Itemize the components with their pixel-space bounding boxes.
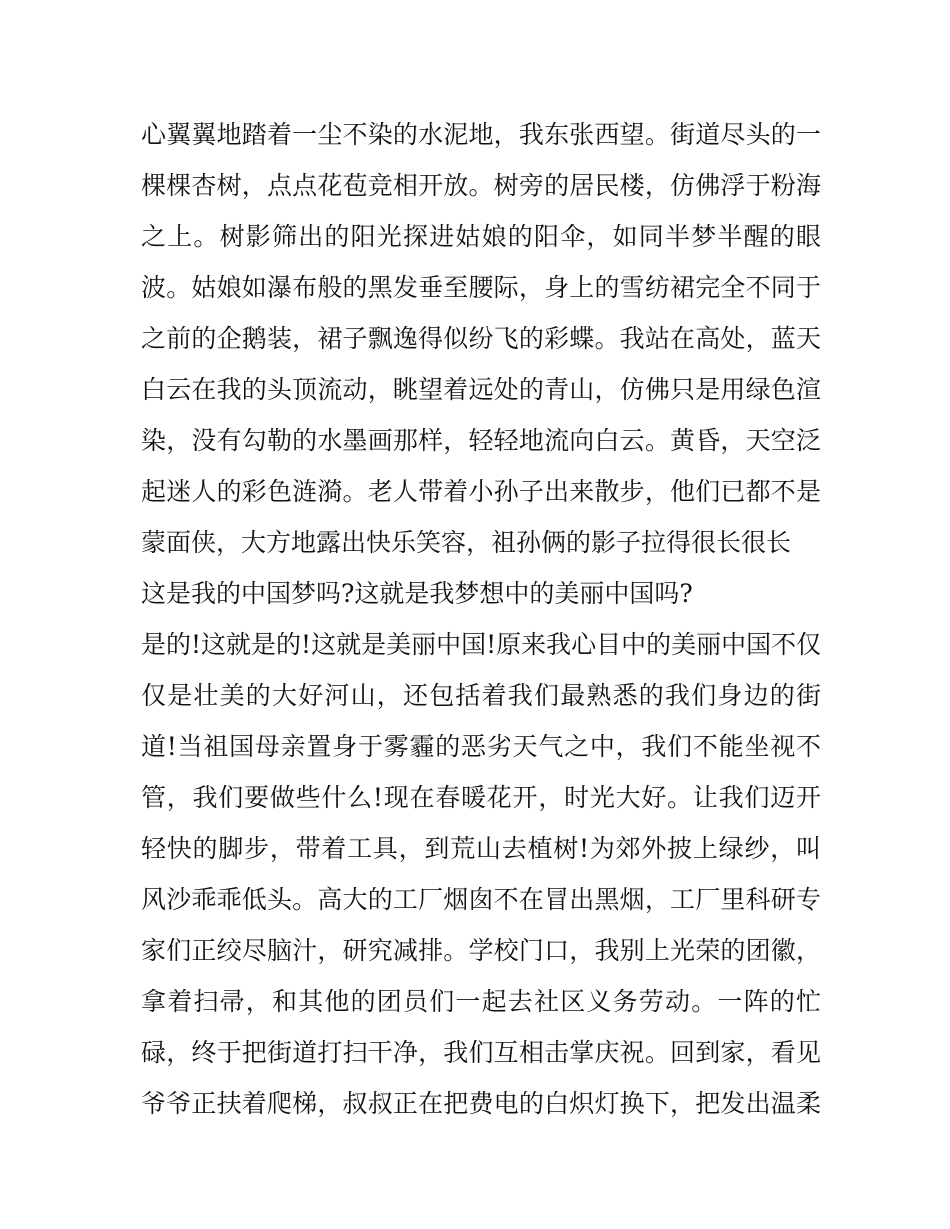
text-line-3: 之上。树影筛出的阳光探进姑娘的阳伞，如同半梦半醒的眼	[141, 222, 821, 251]
text-line-6: 白云在我的头顶流动，眺望着远处的青山，仿佛只是用绿色渲	[141, 375, 821, 404]
text-line-4: 波。姑娘如瀑布般的黑发垂至腰际，身上的雪纺裙完全不同于	[141, 273, 821, 302]
text-line-15: 轻快的脚步，带着工具，到荒山去植树!为郊外披上绿纱，叫	[141, 834, 821, 863]
text-line-13: 道!当祖国母亲置身于雾霾的恶劣天气之中，我们不能坐视不	[141, 732, 821, 761]
body-text	[141, 109, 821, 1129]
text-line-5: 之前的企鹅装，裙子飘逸得似纷飞的彩蝶。我站在高处，蓝天	[141, 324, 821, 353]
text-line-2: 棵棵杏树，点点花苞竞相开放。树旁的居民楼，仿佛浮于粉海	[141, 171, 821, 200]
text-line-7: 染，没有勾勒的水墨画那样，轻轻地流向白云。黄昏，天空泛	[141, 426, 821, 455]
text-line-20: 爷爷正扶着爬梯，叔叔正在把费电的白炽灯换下，把发出温柔	[141, 1089, 821, 1118]
text-line-1: 心翼翼地踏着一尘不染的水泥地，我东张西望。街道尽头的一	[141, 120, 821, 149]
text-line-10: 这是我的中国梦吗?这就是我梦想中的美丽中国吗?	[141, 579, 693, 608]
text-line-18: 拿着扫帚，和其他的团员们一起去社区义务劳动。一阵的忙	[141, 987, 821, 1016]
text-line-14: 管，我们要做些什么!现在春暖花开，时光大好。让我们迈开	[141, 783, 821, 812]
text-line-17: 家们正绞尽脑汁，研究减排。学校门口，我别上光荣的团徽，	[141, 936, 821, 965]
text-line-19: 碌，终于把街道打扫干净，我们互相击掌庆祝。回到家，看见	[141, 1038, 821, 1067]
text-line-9: 蒙面侠，大方地露出快乐笑容，祖孙俩的影子拉得很长很长	[141, 528, 792, 557]
text-line-11: 是的!这就是的!这就是美丽中国!原来我心目中的美丽中国不仅	[141, 630, 821, 659]
text-line-16: 风沙乖乖低头。高大的工厂烟囱不在冒出黑烟，工厂里科研专	[141, 885, 821, 914]
text-line-12: 仅是壮美的大好河山，还包括着我们最熟悉的我们身边的街	[141, 681, 821, 710]
text-line-8: 起迷人的彩色涟漪。老人带着小孙子出来散步，他们已都不是	[141, 477, 821, 506]
